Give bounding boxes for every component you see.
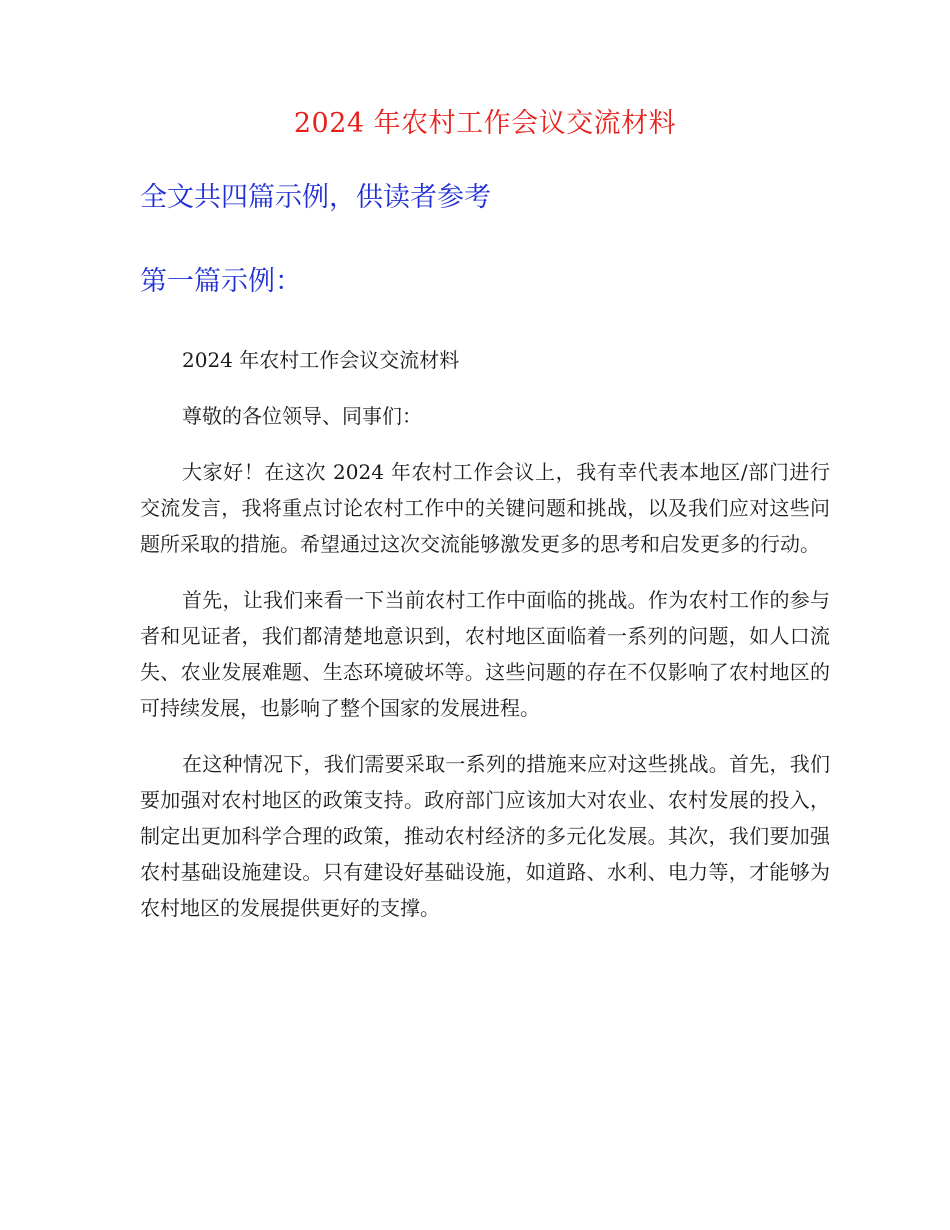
paragraph-inner-title: 2024 年农村工作会议交流材料 <box>182 348 460 372</box>
section-heading: 第一篇示例： <box>140 266 302 297</box>
paragraph-opening: 大家好！在这次 2024 年农村工作会议上，我有幸代表本地区/部门进行交流发言，我将重点讨论农村工作中的关键问题和挑战，以及我们应对这些问题所采取的措施。希望通过这次交流能够激发更多的思考和启发更多的行动。 <box>140 460 830 556</box>
document-title: 2024 年农村工作会议交流材料 <box>293 108 677 139</box>
paragraph-challenges: 首先，让我们来看一下当前农村工作中面临的挑战。作为农村工作的参与者和见证者，我们都清楚地意识到，农村地区面临着一系列的问题，如人口流失、农业发展难题、生态环境破坏等。这些问题的存在不仅影响了农村地区的可持续发展，也影响了整个国家的发展进程。 <box>140 588 830 720</box>
paragraph-salutation: 尊敬的各位领导、同事们： <box>182 404 422 428</box>
document-body <box>140 342 830 926</box>
paragraph-measures: 在这种情况下，我们需要采取一系列的措施来应对这些挑战。首先，我们要加强对农村地区的政策支持。政府部门应该加大对农业、农村发展的投入，制定出更加科学合理的政策，推动农村经济的多元化发展。其次，我们要加强农村基础设施建设。只有建设好基础设施，如道路、水利、电力等，才能够为农村地区的发展提供更好的支撑。 <box>140 752 830 920</box>
document-subtitle: 全文共四篇示例，供读者参考 <box>140 182 491 213</box>
